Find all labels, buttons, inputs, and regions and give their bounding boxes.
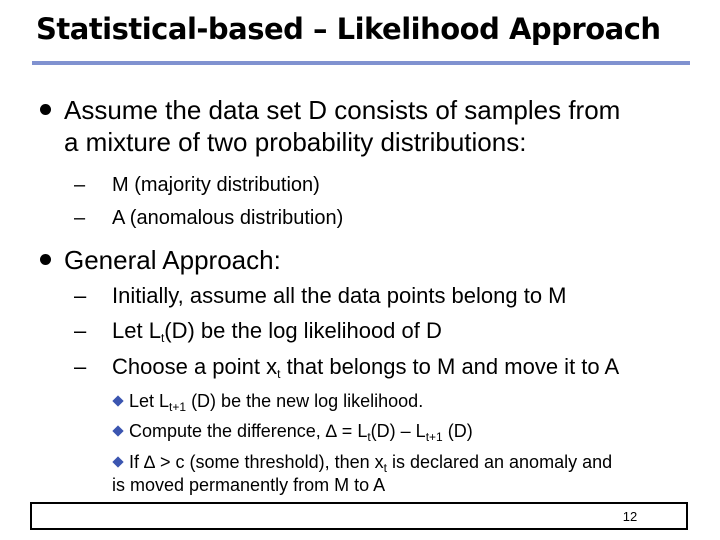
bullet-2: General Approach: [64, 245, 281, 275]
item-new-log-likelihood: Let $L_{t+1}$ (D) be the new log likelihood. [114, 390, 423, 412]
title-underline [32, 61, 690, 65]
bullet-1-line-2: a mixture of two probability distributions: [64, 127, 527, 157]
sub-item-let-lt: – Let $L_t(D)$ be the log likelihood of D [74, 318, 442, 345]
bullet-dot [40, 104, 51, 115]
diamond-bullet-icon [112, 456, 123, 467]
sub-item-majority: – M (majority distribution) [74, 174, 320, 196]
item-threshold-continued: is moved permanently from M to A [112, 475, 386, 495]
sub-item-anomalous: – A (anomalous distribution) [74, 207, 344, 229]
diamond-bullet-icon [112, 395, 123, 406]
footer-box [30, 502, 688, 530]
bullet-1-line-1: Assume the data set D consists of samples from [64, 95, 621, 125]
diamond-bullet-icon [112, 425, 123, 436]
item-compute-difference: Compute the difference, ∆ = $L_t(D) - L_{t+1}$ (D) [114, 420, 473, 442]
sub-item-initially: – Initially, assume all the data points belong to M [74, 283, 567, 308]
slide-title: Statistical-based – Likelihood Approach [36, 12, 661, 46]
bullet-1 [64, 94, 620, 158]
sub-item-choose-point: – Choose a point $x_t$ that belongs to M and move it to A [74, 354, 620, 381]
item-threshold: If ∆ > c (some threshold), then $x_t$ is declared an anomaly and [114, 451, 612, 473]
bullet-dot [40, 254, 51, 265]
page-number: 12 [622, 509, 638, 524]
